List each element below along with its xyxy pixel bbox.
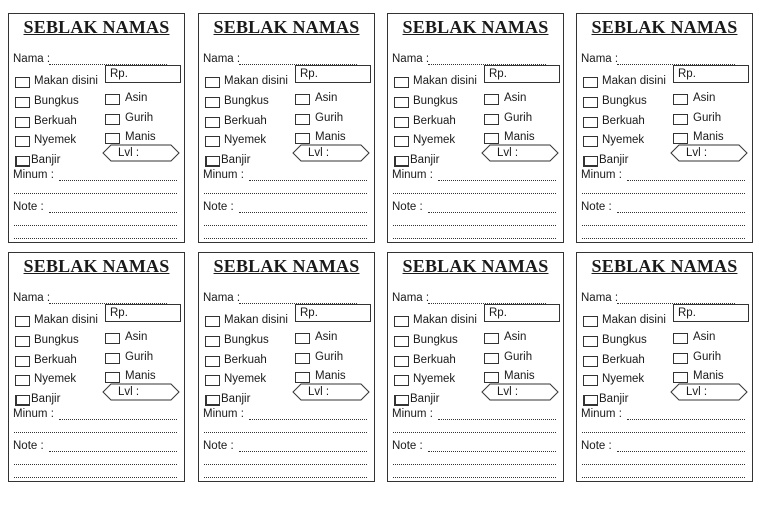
checkbox-gurih[interactable] <box>105 114 120 125</box>
price-label: Rp. <box>489 68 507 80</box>
checkbox-gurih[interactable] <box>484 114 499 125</box>
option-berkuah-label: Berkuah <box>602 354 645 366</box>
checkbox-asin[interactable] <box>105 333 120 344</box>
checkbox-banjir[interactable] <box>15 156 30 167</box>
order-ticket-card <box>198 13 375 243</box>
option-banjir-label: Banjir <box>599 154 629 166</box>
price-label: Rp. <box>300 307 318 319</box>
note-line-3[interactable] <box>14 238 177 239</box>
option-makan-disini-label: Makan disini <box>224 314 288 326</box>
note-line-1[interactable] <box>239 212 367 213</box>
nama-label: Nama : <box>13 53 51 65</box>
price-field[interactable] <box>673 65 749 83</box>
option-banjir-label: Banjir <box>31 393 61 405</box>
level-label: Lvl : <box>118 147 140 159</box>
checkbox-gurih[interactable] <box>295 353 310 364</box>
note-line-2[interactable] <box>14 225 177 226</box>
note-line-1[interactable] <box>49 212 177 213</box>
checkbox-banjir[interactable] <box>394 156 409 167</box>
note-line-2[interactable] <box>582 464 745 465</box>
checkbox-makan-disini[interactable] <box>583 77 598 88</box>
option-banjir-label: Banjir <box>599 393 629 405</box>
option-gurih-label: Gurih <box>504 351 533 363</box>
option-bungkus-label: Bungkus <box>34 95 79 107</box>
checkbox-bungkus[interactable] <box>205 336 220 347</box>
note-line-3[interactable] <box>393 238 556 239</box>
level-arrow-box <box>670 383 748 401</box>
level-label: Lvl : <box>686 147 708 159</box>
note-line-1[interactable] <box>428 451 556 452</box>
price-field[interactable] <box>105 65 181 83</box>
checkbox-makan-disini[interactable] <box>394 316 409 327</box>
note-line-3[interactable] <box>582 238 745 239</box>
checkbox-asin[interactable] <box>673 333 688 344</box>
checkbox-berkuah[interactable] <box>205 356 220 367</box>
option-gurih-label: Gurih <box>125 112 154 124</box>
price-field[interactable] <box>105 304 181 322</box>
option-asin-label: Asin <box>315 92 338 104</box>
nama-label: Nama : <box>203 53 241 65</box>
checkbox-banjir[interactable] <box>205 395 220 406</box>
option-banjir-label: Banjir <box>31 154 61 166</box>
level-field[interactable] <box>481 383 559 401</box>
price-label: Rp. <box>678 68 696 80</box>
checkbox-asin[interactable] <box>484 333 499 344</box>
order-ticket-card <box>387 252 564 482</box>
level-arrow-box <box>292 383 370 401</box>
price-field[interactable] <box>484 65 560 83</box>
order-ticket-card <box>576 252 753 482</box>
checkbox-nyemek[interactable] <box>394 136 409 147</box>
minum-label: Minum : <box>392 408 433 420</box>
option-gurih-label: Gurih <box>693 112 722 124</box>
price-label: Rp. <box>300 68 318 80</box>
level-label: Lvl : <box>308 147 330 159</box>
checkbox-manis[interactable] <box>105 133 120 144</box>
note-line-1[interactable] <box>239 451 367 452</box>
card-title: SEBLAK NAMAS <box>402 17 549 37</box>
checkbox-asin[interactable] <box>484 94 499 105</box>
checkbox-banjir[interactable] <box>394 395 409 406</box>
note-line-3[interactable] <box>582 477 745 478</box>
option-asin-label: Asin <box>693 92 716 104</box>
minum-line-2[interactable] <box>14 193 177 194</box>
checkbox-manis[interactable] <box>295 372 310 383</box>
option-bungkus-label: Bungkus <box>602 334 647 346</box>
option-bungkus-label: Bungkus <box>224 334 269 346</box>
option-manis-label: Manis <box>315 131 346 143</box>
checkbox-manis[interactable] <box>673 133 688 144</box>
option-bungkus-label: Bungkus <box>602 95 647 107</box>
option-bungkus-label: Bungkus <box>224 95 269 107</box>
price-label: Rp. <box>678 307 696 319</box>
checkbox-berkuah[interactable] <box>205 117 220 128</box>
checkbox-gurih[interactable] <box>673 114 688 125</box>
level-field[interactable] <box>670 144 748 162</box>
option-berkuah-label: Berkuah <box>224 115 267 127</box>
checkbox-manis[interactable] <box>484 133 499 144</box>
price-field[interactable] <box>673 304 749 322</box>
checkbox-makan-disini[interactable] <box>15 77 30 88</box>
order-ticket-card <box>387 13 564 243</box>
option-asin-label: Asin <box>125 92 148 104</box>
checkbox-nyemek[interactable] <box>583 375 598 386</box>
checkbox-berkuah[interactable] <box>583 117 598 128</box>
option-berkuah-label: Berkuah <box>413 115 456 127</box>
minum-label: Minum : <box>581 169 622 181</box>
checkbox-bungkus[interactable] <box>15 97 30 108</box>
checkbox-bungkus[interactable] <box>394 97 409 108</box>
checkbox-nyemek[interactable] <box>15 136 30 147</box>
note-label: Note : <box>13 440 44 452</box>
note-line-3[interactable] <box>14 477 177 478</box>
option-berkuah-label: Berkuah <box>34 354 77 366</box>
checkbox-nyemek[interactable] <box>583 136 598 147</box>
option-manis-label: Manis <box>504 131 535 143</box>
option-bungkus-label: Bungkus <box>413 95 458 107</box>
note-line-2[interactable] <box>204 464 367 465</box>
card-title: SEBLAK NAMAS <box>213 17 360 37</box>
level-arrow-box <box>102 383 180 401</box>
minum-line-1[interactable] <box>59 419 177 420</box>
option-makan-disini-label: Makan disini <box>602 314 666 326</box>
card-title: SEBLAK NAMAS <box>591 17 738 37</box>
level-label: Lvl : <box>497 147 519 159</box>
minum-line-1[interactable] <box>59 180 177 181</box>
card-title: SEBLAK NAMAS <box>23 17 170 37</box>
checkbox-nyemek[interactable] <box>205 375 220 386</box>
option-nyemek-label: Nyemek <box>224 373 267 385</box>
option-asin-label: Asin <box>693 331 716 343</box>
option-nyemek-label: Nyemek <box>602 373 645 385</box>
option-nyemek-label: Nyemek <box>34 134 77 146</box>
minum-label: Minum : <box>392 169 433 181</box>
option-bungkus-label: Bungkus <box>413 334 458 346</box>
checkbox-banjir[interactable] <box>205 156 220 167</box>
level-arrow-box <box>481 144 559 162</box>
note-label: Note : <box>203 201 234 213</box>
nama-label: Nama : <box>392 292 430 304</box>
price-label: Rp. <box>110 68 128 80</box>
checkbox-bungkus[interactable] <box>583 97 598 108</box>
price-field[interactable] <box>295 304 371 322</box>
minum-line-2[interactable] <box>204 193 367 194</box>
level-field[interactable] <box>292 144 370 162</box>
option-bungkus-label: Bungkus <box>34 334 79 346</box>
level-arrow-box <box>292 144 370 162</box>
checkbox-gurih[interactable] <box>484 353 499 364</box>
level-arrow-box <box>102 144 180 162</box>
note-line-3[interactable] <box>204 477 367 478</box>
order-ticket-card <box>576 13 753 243</box>
level-field[interactable] <box>292 383 370 401</box>
option-gurih-label: Gurih <box>504 112 533 124</box>
nama-label: Nama : <box>392 53 430 65</box>
price-field[interactable] <box>484 304 560 322</box>
option-makan-disini-label: Makan disini <box>34 75 98 87</box>
card-title: SEBLAK NAMAS <box>402 256 549 276</box>
checkbox-manis[interactable] <box>105 372 120 383</box>
option-nyemek-label: Nyemek <box>413 373 456 385</box>
option-gurih-label: Gurih <box>693 351 722 363</box>
option-nyemek-label: Nyemek <box>413 134 456 146</box>
option-banjir-label: Banjir <box>221 393 251 405</box>
option-manis-label: Manis <box>693 131 724 143</box>
level-arrow-box <box>481 383 559 401</box>
checkbox-bungkus[interactable] <box>15 336 30 347</box>
note-line-3[interactable] <box>204 238 367 239</box>
note-line-1[interactable] <box>49 451 177 452</box>
checkbox-berkuah[interactable] <box>583 356 598 367</box>
minum-line-2[interactable] <box>204 432 367 433</box>
note-line-2[interactable] <box>204 225 367 226</box>
option-manis-label: Manis <box>693 370 724 382</box>
minum-label: Minum : <box>203 169 244 181</box>
checkbox-nyemek[interactable] <box>394 375 409 386</box>
order-ticket-card <box>8 13 185 243</box>
note-label: Note : <box>581 440 612 452</box>
checkbox-asin[interactable] <box>105 94 120 105</box>
checkbox-bungkus[interactable] <box>394 336 409 347</box>
checkbox-gurih[interactable] <box>295 114 310 125</box>
note-line-2[interactable] <box>582 225 745 226</box>
option-berkuah-label: Berkuah <box>413 354 456 366</box>
checkbox-asin[interactable] <box>673 94 688 105</box>
checkbox-makan-disini[interactable] <box>205 316 220 327</box>
minum-label: Minum : <box>581 408 622 420</box>
checkbox-banjir[interactable] <box>583 156 598 167</box>
card-title: SEBLAK NAMAS <box>591 256 738 276</box>
note-label: Note : <box>392 201 423 213</box>
option-berkuah-label: Berkuah <box>34 115 77 127</box>
checkbox-nyemek[interactable] <box>15 375 30 386</box>
option-manis-label: Manis <box>504 370 535 382</box>
checkbox-manis[interactable] <box>673 372 688 383</box>
option-asin-label: Asin <box>315 331 338 343</box>
checkbox-bungkus[interactable] <box>583 336 598 347</box>
order-ticket-card <box>198 252 375 482</box>
minum-line-2[interactable] <box>582 193 745 194</box>
note-line-2[interactable] <box>393 464 556 465</box>
level-field[interactable] <box>102 383 180 401</box>
checkbox-makan-disini[interactable] <box>394 77 409 88</box>
note-line-1[interactable] <box>617 451 745 452</box>
checkbox-nyemek[interactable] <box>205 136 220 147</box>
minum-line-1[interactable] <box>438 180 556 181</box>
checkbox-makan-disini[interactable] <box>583 316 598 327</box>
nama-label: Nama : <box>581 53 619 65</box>
note-label: Note : <box>392 440 423 452</box>
option-gurih-label: Gurih <box>315 112 344 124</box>
level-field[interactable] <box>670 383 748 401</box>
nama-label: Nama : <box>581 292 619 304</box>
option-makan-disini-label: Makan disini <box>413 314 477 326</box>
minum-label: Minum : <box>13 169 54 181</box>
minum-line-2[interactable] <box>582 432 745 433</box>
option-makan-disini-label: Makan disini <box>224 75 288 87</box>
card-title: SEBLAK NAMAS <box>213 256 360 276</box>
option-manis-label: Manis <box>125 370 156 382</box>
option-gurih-label: Gurih <box>315 351 344 363</box>
checkbox-asin[interactable] <box>295 333 310 344</box>
minum-label: Minum : <box>13 408 54 420</box>
option-banjir-label: Banjir <box>410 393 440 405</box>
minum-line-2[interactable] <box>14 432 177 433</box>
checkbox-manis[interactable] <box>484 372 499 383</box>
price-label: Rp. <box>489 307 507 319</box>
level-label: Lvl : <box>686 386 708 398</box>
option-makan-disini-label: Makan disini <box>34 314 98 326</box>
level-label: Lvl : <box>118 386 140 398</box>
minum-line-1[interactable] <box>627 419 745 420</box>
checkbox-gurih[interactable] <box>105 353 120 364</box>
option-asin-label: Asin <box>504 92 527 104</box>
option-manis-label: Manis <box>315 370 346 382</box>
minum-label: Minum : <box>203 408 244 420</box>
note-line-1[interactable] <box>428 212 556 213</box>
minum-line-1[interactable] <box>438 419 556 420</box>
level-label: Lvl : <box>497 386 519 398</box>
option-nyemek-label: Nyemek <box>34 373 77 385</box>
checkbox-manis[interactable] <box>295 133 310 144</box>
option-makan-disini-label: Makan disini <box>602 75 666 87</box>
checkbox-berkuah[interactable] <box>15 356 30 367</box>
option-makan-disini-label: Makan disini <box>413 75 477 87</box>
checkbox-berkuah[interactable] <box>15 117 30 128</box>
option-nyemek-label: Nyemek <box>602 134 645 146</box>
checkbox-banjir[interactable] <box>15 395 30 406</box>
checkbox-banjir[interactable] <box>583 395 598 406</box>
price-label: Rp. <box>110 307 128 319</box>
checkbox-asin[interactable] <box>295 94 310 105</box>
minum-line-1[interactable] <box>249 419 367 420</box>
level-label: Lvl : <box>308 386 330 398</box>
card-title: SEBLAK NAMAS <box>23 256 170 276</box>
checkbox-berkuah[interactable] <box>394 356 409 367</box>
checkbox-berkuah[interactable] <box>394 117 409 128</box>
level-field[interactable] <box>102 144 180 162</box>
level-arrow-box <box>670 144 748 162</box>
note-line-2[interactable] <box>393 225 556 226</box>
checkbox-bungkus[interactable] <box>205 97 220 108</box>
option-banjir-label: Banjir <box>410 154 440 166</box>
note-label: Note : <box>13 201 44 213</box>
nama-label: Nama : <box>203 292 241 304</box>
note-line-3[interactable] <box>393 477 556 478</box>
minum-line-1[interactable] <box>249 180 367 181</box>
option-manis-label: Manis <box>125 131 156 143</box>
price-field[interactable] <box>295 65 371 83</box>
checkbox-makan-disini[interactable] <box>15 316 30 327</box>
option-gurih-label: Gurih <box>125 351 154 363</box>
option-berkuah-label: Berkuah <box>224 354 267 366</box>
checkbox-gurih[interactable] <box>673 353 688 364</box>
option-nyemek-label: Nyemek <box>224 134 267 146</box>
minum-line-1[interactable] <box>627 180 745 181</box>
option-asin-label: Asin <box>125 331 148 343</box>
note-line-2[interactable] <box>14 464 177 465</box>
option-banjir-label: Banjir <box>221 154 251 166</box>
nama-label: Nama : <box>13 292 51 304</box>
note-line-1[interactable] <box>617 212 745 213</box>
level-field[interactable] <box>481 144 559 162</box>
minum-line-2[interactable] <box>393 193 556 194</box>
note-label: Note : <box>203 440 234 452</box>
checkbox-makan-disini[interactable] <box>205 77 220 88</box>
option-asin-label: Asin <box>504 331 527 343</box>
order-ticket-card <box>8 252 185 482</box>
note-label: Note : <box>581 201 612 213</box>
option-berkuah-label: Berkuah <box>602 115 645 127</box>
minum-line-2[interactable] <box>393 432 556 433</box>
